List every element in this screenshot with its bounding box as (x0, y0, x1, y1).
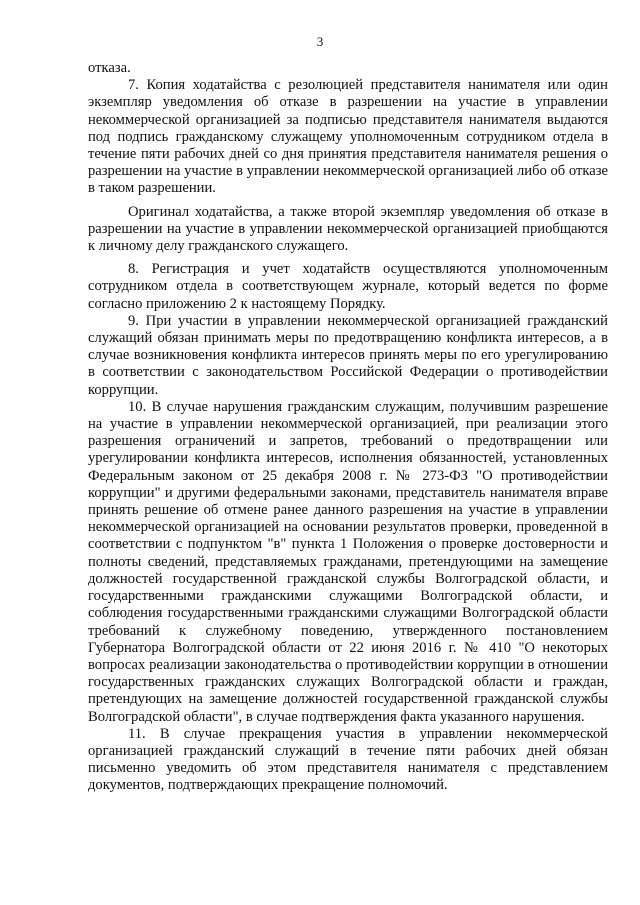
paragraph-original-petition: Оригинал ходатайства, а также второй экземпляр уведомления об отказе в разрешении на участие в управлении некоммерческой организацией приобщаются к личному делу гражданского служащего. (88, 203, 608, 255)
page-number: 3 (316, 34, 324, 49)
document-body (88, 60, 608, 795)
paragraph-item-7: 7. Копия ходатайства с резолюцией представителя нанимателя или один экземпляр уведомления об отказе в разрешении на участие в управлении некоммерческой организацией за подписью представителя нанимателя выдаются под подпись гражданскому служащему уполномоченным сотрудником отдела в течение пяти рабочих дней со дня принятия представителя нанимателя решения о разрешении на участие в управлении некоммерческой организацией либо об отказе в таком разрешении. (88, 77, 608, 197)
paragraph-item-10: 10. В случае нарушения гражданским служащим, получившим разрешение на участие в управлении некоммерческой организацией, при реализации этого разрешения ограничений и запретов, требований о предотвращении или урегулировании конфликта интересов, исполнения обязанностей, установленных Федеральным законом от 25 декабря 2008 г. № 273-ФЗ "О противодействии коррупции" и другими федеральными законами, представитель нанимателя вправе принять решение об отмене ранее данного разрешения на участие в управлении некоммерческой организацией на основании результатов проверки, проведенной в соответствии с подпунктом "в" пункта 1 Положения о проверке достоверности и полноты сведений, представляемых гражданами, претендующими на замещение должностей государственной гражданской службы Волгоградской области, и государственными гражданскими служащими Волгоградской области, и соблюдения государственными гражданскими служащими Волгоградской области требований к служебному поведению, утвержденного постановлением Губернатора Волгоградской области от 22 июня 2016 г. № 410 "О некоторых вопросах реализации законодательства о противодействии коррупции в отношении государственных гражданских служащих Волгоградской области и граждан, претендующих на замещение должностей государственной гражданской службы Волгоградской области", в случае подтверждения факта указанного нарушения. (88, 398, 608, 725)
paragraph-item-9: 9. При участии в управлении некоммерческой организацией гражданский служащий обязан принимать меры по предотвращению конфликта интересов, а в случае возникновения конфликта интересов принять меры по его урегулированию в соответствии с законодательством Российской Федерации о противодействии коррупции. (88, 312, 608, 398)
paragraph-item-11: 11. В случае прекращения участия в управлении некоммерческой организацией гражданский служащий в течение пяти рабочих дней обязан письменно уведомить об этом представителя нанимателя с представлением документов, подтверждающих прекращение полномочий. (88, 725, 608, 794)
paragraph-continuation: отказа. (88, 60, 131, 76)
paragraph-item-8: 8. Регистрация и учет ходатайств осуществляются уполномоченным сотрудником отдела в соответствующем журнале, который ведется по форме согласно приложению 2 к настоящему Порядку. (88, 261, 608, 312)
